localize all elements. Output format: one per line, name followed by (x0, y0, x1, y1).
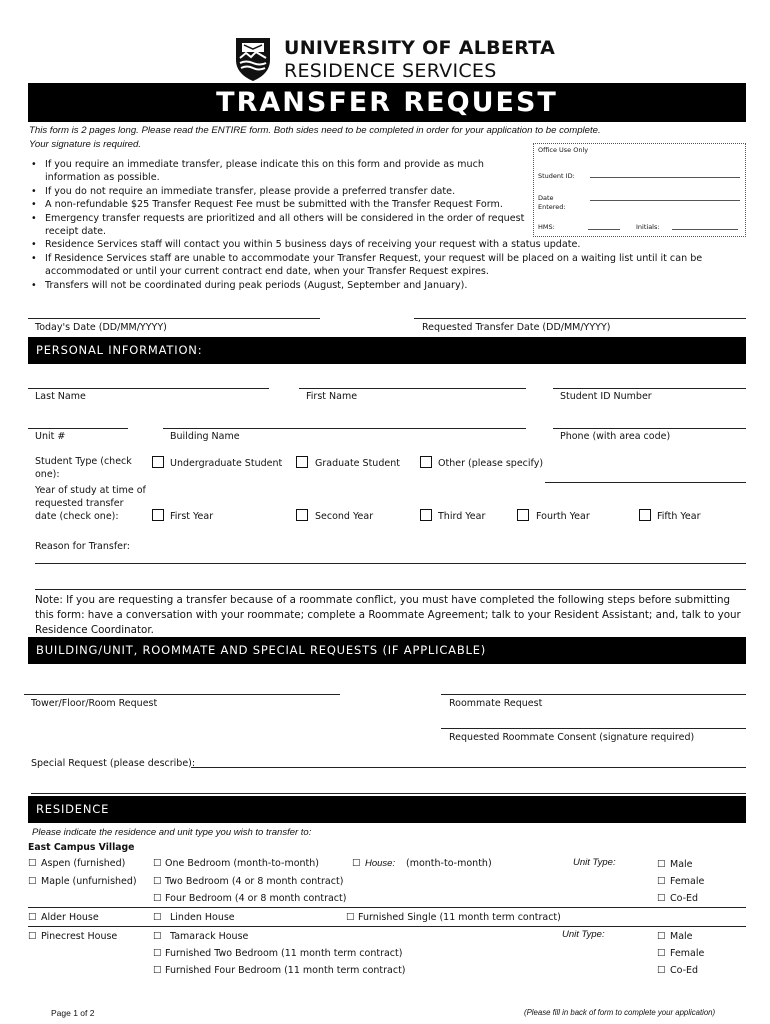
university-crest-logo (234, 36, 272, 82)
roommate-conflict-note: Note: If you are requesting a transfer because of a roommate conflict, you must have completed the following steps before submitting this form: have a conversation with your roommate; complete a Roommate Agreement; talk to your Resident Assistant; and, talk to your Residence Coordinator. (35, 594, 741, 636)
furnished-two-label: Furnished Two Bedroom (11 month term contract) (165, 948, 403, 959)
form-title-bar (28, 83, 746, 122)
roommate-consent-line[interactable] (441, 728, 746, 729)
residence-instruction: Please indicate the residence and unit type you wish to transfer to: (32, 827, 312, 838)
furnished-two-checkbox[interactable]: ☐ (153, 948, 162, 959)
instruction-item: • A non-refundable $25 Transfer Request Fee must be submitted with the Transfer Request Form. (28, 198, 538, 211)
undergraduate-checkbox[interactable] (152, 456, 164, 468)
linden-label: Linden House (170, 912, 235, 923)
last-name-line[interactable] (28, 388, 269, 389)
instruction-item: • Transfers will not be coordinated during peak periods (August, September and January). (28, 279, 748, 292)
ecv-coed-checkbox[interactable]: ☐ (657, 893, 666, 904)
office-date-label: Date (538, 194, 554, 202)
ecv-heading: East Campus Village (28, 842, 135, 853)
fourth-year-label: Fourth Year (536, 511, 590, 522)
pt-female-label: Female (670, 948, 705, 959)
pt-coed-label: Co-Ed (670, 965, 699, 976)
instruction-item: • If you do not require an immediate transfer, please provide a preferred transfer date. (28, 185, 538, 198)
requested-date-line[interactable] (414, 318, 746, 319)
year-label-3: date (check one): (35, 511, 119, 522)
first-name-label: First Name (306, 391, 358, 402)
ecv-female-label: Female (670, 876, 705, 887)
second-year-checkbox[interactable] (296, 509, 308, 521)
ecv-divider (28, 907, 746, 908)
house-checkbox[interactable]: ☐ (352, 858, 361, 869)
intro-line-1: This form is 2 pages long. Please read the ENTIRE form. Both sides need to be completed in order for your application to be complete. (29, 125, 601, 136)
office-initials-label: Initials: (636, 223, 660, 231)
requested-date-label: Requested Transfer Date (DD/MM/YYYY) (422, 322, 611, 333)
alder-divider (28, 926, 746, 927)
residence-bar (28, 796, 746, 823)
aspen-checkbox[interactable]: ☐ (28, 858, 37, 869)
other-type-checkbox[interactable] (420, 456, 432, 468)
special-request-label: Special Request (please describe): (31, 758, 196, 769)
furnished-single-checkbox[interactable]: ☐ (346, 912, 355, 923)
year-label-2: requested transfer (35, 498, 124, 509)
student-type-label-2: one): (35, 469, 60, 480)
undergraduate-label: Undergraduate Student (170, 458, 283, 469)
today-date-line[interactable] (28, 318, 320, 319)
tower-request-line[interactable] (24, 694, 340, 695)
office-student-id-label: Student ID: (538, 172, 575, 180)
year-label-1: Year of study at time of (35, 485, 146, 496)
aspen-label: Aspen (furnished) (41, 858, 126, 869)
furnished-four-label: Furnished Four Bedroom (11 month term contract) (165, 965, 406, 976)
instruction-item: • If you require an immediate transfer, please indicate this on this form and provide as much information as possible. (28, 158, 538, 185)
ecv-male-label: Male (670, 859, 693, 870)
third-year-checkbox[interactable] (420, 509, 432, 521)
house-label: House: (365, 858, 396, 869)
third-year-label: Third Year (438, 511, 486, 522)
instruction-item: • Emergency transfer requests are prioritized and all others will be considered in the order of request receipt date. (28, 212, 538, 239)
pt-female-checkbox[interactable]: ☐ (657, 948, 666, 959)
student-id-label: Student ID Number (560, 391, 652, 402)
footer-note: (Please fill in back of form to complete your application) (524, 1008, 716, 1017)
four-bedroom-checkbox[interactable]: ☐ (153, 893, 162, 904)
pinecrest-checkbox[interactable]: ☐ (28, 931, 37, 942)
fifth-year-checkbox[interactable] (639, 509, 651, 521)
special-request-line-1[interactable] (191, 767, 746, 768)
personal-info-bar (28, 337, 746, 364)
one-bedroom-checkbox[interactable]: ☐ (153, 858, 162, 869)
instructions-list (28, 158, 748, 292)
graduate-label: Graduate Student (315, 458, 400, 469)
student-type-label: Student Type (check (35, 456, 132, 467)
instruction-item: • Residence Services staff will contact you within 5 business days of receiving your request with a status update. (28, 238, 748, 251)
first-name-line[interactable] (299, 388, 526, 389)
building-section-bar (28, 637, 746, 664)
alder-checkbox[interactable]: ☐ (28, 912, 37, 923)
reason-line-2[interactable] (35, 589, 746, 590)
phone-label: Phone (with area code) (560, 431, 671, 442)
intro-line-2: Your signature is required. (29, 139, 141, 150)
student-id-line[interactable] (553, 388, 746, 389)
office-use-title: Office Use Only (538, 146, 589, 154)
other-type-label: Other (please specify) (438, 458, 544, 469)
graduate-checkbox[interactable] (296, 456, 308, 468)
department-name: RESIDENCE SERVICES (284, 60, 497, 82)
reason-line-1[interactable] (35, 563, 746, 564)
linden-checkbox[interactable]: ☐ (153, 912, 162, 923)
roommate-consent-label: Requested Roommate Consent (signature required) (449, 732, 695, 743)
house-term-label: (month-to-month) (406, 858, 492, 869)
fifth-year-label: Fifth Year (657, 511, 701, 522)
roommate-request-label: Roommate Request (449, 698, 543, 709)
phone-line[interactable] (553, 428, 746, 429)
ecv-unit-type-label: Unit Type: (573, 857, 616, 868)
other-specify-line[interactable] (545, 482, 746, 483)
first-year-label: First Year (170, 511, 214, 522)
first-year-checkbox[interactable] (152, 509, 164, 521)
four-bedroom-label: Four Bedroom (4 or 8 month contract) (165, 893, 347, 904)
building-section-title: BUILDING/UNIT, ROOMMATE AND SPECIAL REQUESTS (IF APPLICABLE) (36, 643, 487, 657)
ecv-coed-label: Co-Ed (670, 893, 699, 904)
unit-label: Unit # (35, 431, 66, 442)
furnished-four-checkbox[interactable]: ☐ (153, 965, 162, 976)
unit-line[interactable] (28, 428, 128, 429)
pt-coed-checkbox[interactable]: ☐ (657, 965, 666, 976)
two-bedroom-checkbox[interactable]: ☐ (153, 876, 162, 887)
alder-label: Alder House (41, 912, 99, 923)
maple-checkbox[interactable]: ☐ (28, 876, 37, 887)
special-request-line-2[interactable] (31, 793, 746, 794)
maple-label: Maple (unfurnished) (41, 876, 137, 887)
two-bedroom-label: Two Bedroom (4 or 8 month contract) (165, 876, 344, 887)
tamarack-checkbox[interactable]: ☐ (153, 931, 162, 942)
university-name: UNIVERSITY OF ALBERTA (284, 37, 556, 59)
tamarack-label: Tamarack House (170, 931, 249, 942)
last-name-label: Last Name (35, 391, 86, 402)
pt-unit-type-label: Unit Type: (562, 929, 605, 940)
ecv-female-checkbox[interactable]: ☐ (657, 876, 666, 887)
instruction-item: • If Residence Services staff are unable to accommodate your Transfer Request, your request will be placed on a waiting list until it can be accommodated or until your current contract end date, when your Transfer Request expires. (28, 252, 748, 279)
office-hms-label: HMS: (538, 223, 555, 231)
pinecrest-label: Pinecrest House (41, 931, 118, 942)
building-line[interactable] (163, 428, 526, 429)
furnished-single-label: Furnished Single (11 month term contract) (358, 912, 561, 923)
today-date-label: Today's Date (DD/MM/YYYY) (35, 322, 167, 333)
tower-request-label: Tower/Floor/Room Request (31, 698, 158, 709)
one-bedroom-label: One Bedroom (month-to-month) (165, 858, 319, 869)
form-title: TRANSFER REQUEST (216, 87, 558, 118)
personal-info-title: PERSONAL INFORMATION: (36, 343, 203, 357)
residence-title: RESIDENCE (36, 802, 110, 816)
page-number: Page 1 of 2 (51, 1008, 95, 1018)
pt-male-label: Male (670, 931, 693, 942)
fourth-year-checkbox[interactable] (517, 509, 529, 521)
roommate-request-line[interactable] (441, 694, 746, 695)
reason-label: Reason for Transfer: (35, 541, 130, 552)
building-label: Building Name (170, 431, 240, 442)
pt-male-checkbox[interactable]: ☐ (657, 931, 666, 942)
ecv-male-checkbox[interactable]: ☐ (657, 859, 666, 870)
office-entered-label: Entered: (538, 203, 566, 211)
second-year-label: Second Year (315, 511, 374, 522)
